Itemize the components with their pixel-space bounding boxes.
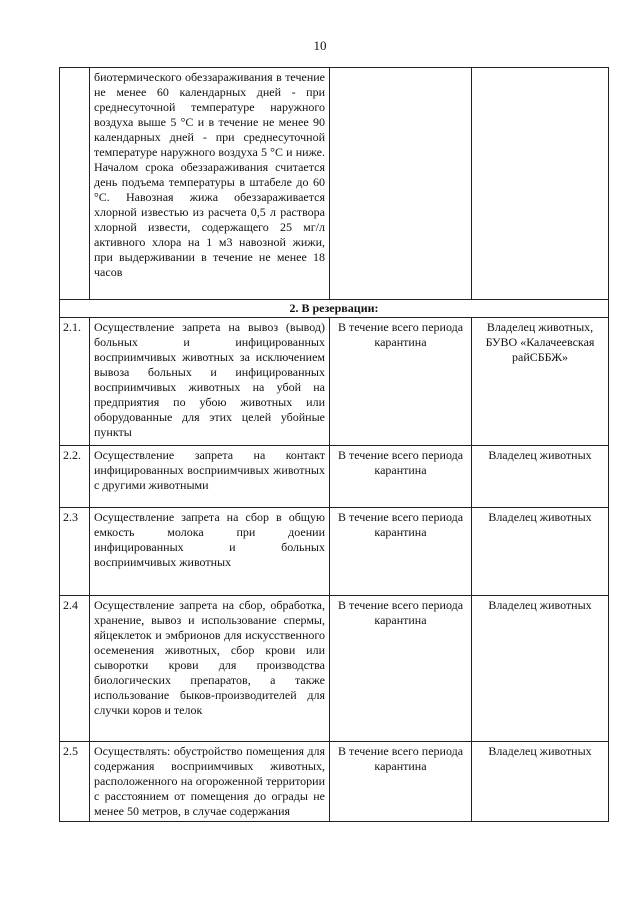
row-number: 2.3: [60, 508, 90, 596]
table-row: [60, 318, 609, 446]
measures-table: [59, 67, 609, 822]
period-cell: [330, 68, 472, 300]
period-text: В течение всего периода карантина: [330, 446, 472, 508]
table-row: [60, 68, 609, 300]
table-row: [60, 742, 609, 822]
period-text: В течение всего периода карантина: [330, 596, 472, 742]
section-row: [60, 300, 609, 318]
period-text: В течение всего периода карантина: [330, 318, 472, 446]
section-title: 2. В резервации:: [60, 300, 609, 318]
measure-text: Осуществление запрета на контакт инфицированных восприимчивых животных с другими животными: [90, 446, 330, 508]
measure-text: Осуществление запрета на сбор, обработка, хранение, вывоз и использование спермы, яйцеклеток и эмбрионов для искусственного осеменения животных, сбор крови или сыворотки крови для производства биологических препаратов, а также использование быков-производителей для случки коров и телок: [90, 596, 330, 742]
responsible-text: Владелец животных: [472, 446, 609, 508]
page-number: 10: [313, 38, 327, 53]
row-number: 2.2.: [60, 446, 90, 508]
measure-cell: биотермического обеззараживания в течение не менее 60 календарных дней - при среднесуточной температуре наружного воздуха выше 5 °С и в течение не менее 90 календарных дней - при среднесуточной температуре наружного воздуха 5 °С и ниже. Началом срока обеззараживания считается день подъема температуры в штабеле до 60 °С. Навозная жижа обеззараживается хлорной известью из расчета 0,5 л раствора хлорной извести, содержащего 25 мг/л активного хлора на 1 м3 навозной жижи, при выдерживании в течение не менее 18 часов: [90, 68, 330, 300]
table-row: [60, 596, 609, 742]
period-text: В течение всего периода карантина: [330, 742, 472, 822]
responsible-text: Владелец животных: [472, 508, 609, 596]
row-number: 2.5: [60, 742, 90, 822]
measure-text: Осуществлять: обустройство помещения для содержания восприимчивых животных, расположенного на огороженной территории с расстоянием от помещения до ограды не менее 50 метров, в случае содержания: [90, 742, 330, 822]
table-row: [60, 446, 609, 508]
responsible-cell: [472, 68, 609, 300]
responsible-text: Владелец животных: [472, 596, 609, 742]
row-number-cell: [60, 68, 90, 300]
row-number: 2.1.: [60, 318, 90, 446]
responsible-text: Владелец животных, БУВО «Калачеевская райСББЖ»: [472, 318, 609, 446]
measure-text: Осуществление запрета на сбор в общую емкость молока при доении инфицированных и больных восприимчивых животных: [90, 508, 330, 596]
measure-text: Осуществление запрета на вывоз (вывод) больных и инфицированных восприимчивых животных за исключением вывоза больных и инфицированных восприимчивых животных на убой на предприятия по убою животных или оборудованные для этих целей убойные пункты: [90, 318, 330, 446]
responsible-text: Владелец животных: [472, 742, 609, 822]
row-number: 2.4: [60, 596, 90, 742]
table-row: [60, 508, 609, 596]
period-text: В течение всего периода карантина: [330, 508, 472, 596]
